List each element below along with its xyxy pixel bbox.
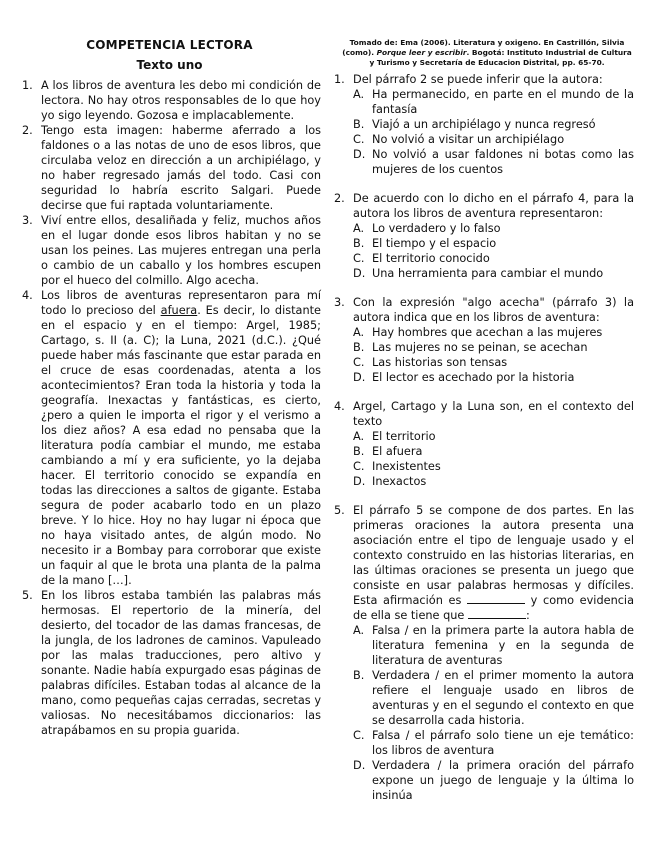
question-4	[334, 399, 634, 489]
question-stem: 5. El párrafo 5 se compone de dos partes. En las primeras oraciones la autora presenta una asociación entre el tipo de lenguaje usado y el contexto construido en las historias literarias, en las últimas oraciones se presenta un juego que consiste en usar palabras hermosas y difíciles. Esta afirmación es y como evidencia de ella se tiene que :	[334, 504, 634, 622]
text-subtitle: Texto uno	[136, 58, 203, 72]
answer-options	[334, 87, 634, 177]
option-a[interactable]: A. Falsa / en la primera parte la autora habla de literatura femenina y en la segunda de literatura de aventuras	[353, 624, 634, 667]
option-c[interactable]: C. Inexistentes	[353, 460, 441, 473]
option-a[interactable]: A. Hay hombres que acechan a las mujeres	[353, 326, 603, 339]
option-d[interactable]: D. No volvió a usar faldones ni botas como las mujeres de los cuentos	[353, 148, 634, 176]
option-b[interactable]: B. Las mujeres no se peinan, se acechan	[353, 341, 588, 354]
question-2	[334, 191, 634, 281]
paragraph-5: 5. En los libros estaba también las palabras más hermosas. El repertorio de la minería, del desierto, del tocador de las damas francesas, de la jungla, de los ladrones de caminos. Vapuleado por las malas traducciones, pero altivo y sonante. Nadie había expurgado esas páginas de palabras difíciles. Estaban todas al alcance de la mano, como pequeñas cajas cerradas, secretas y valiosas. No necesitábamos diccionarios: las atrapábamos en su propia guarida.	[22, 589, 321, 737]
question-stem: 4. Argel, Cartago y la Luna son, en el contexto del texto	[334, 400, 634, 428]
option-d[interactable]: D. Una herramienta para cambiar el mundo	[353, 267, 604, 280]
paragraph-4: 4. Los libros de aventuras representaron para mí todo lo precioso del afuera. Es decir, lo distante en el espacio y en el tiempo: Argel, 1985; Cartago, s. II (a. C); la Luna, 2021 (d.C.). ¿Qué puede haber más fascinante que estar parada en el cruce de esas coordenadas, atenta a los acontecimientos? Eran toda la historia y toda la geografía. Inexactas y fantásticas, es cierto, ¿pero a quien le importa el rigor y el verismo a los diez años? A esa edad no pensaba que la literatura podía cambiar el mundo, me estaba cambiando a mí y era suficiente, yo la dejaba hacer. El territorio conocido se expandía en todas las direcciones a saltos de gigante. Estaba segura de poder acabarlo todo en un plazo breve. Y lo hice. Hoy no hay lugar ni época que no haya visitado antes, de algún modo. No necesito ir a Bombay para corroborar que existe un faquir al que le brota una planta de la palma de la mano […].	[22, 289, 321, 587]
answer-options	[334, 623, 634, 803]
underlined-word: afuera	[160, 304, 198, 317]
option-b[interactable]: B. El afuera	[353, 445, 423, 458]
option-d[interactable]: D. Inexactos	[353, 475, 427, 488]
paragraph-text: A los libros de aventura les debo mi condición de lectora. No hay otros responsables de lo que hoy yo sigo leyendo. Gozosa e implacablemente.	[41, 79, 321, 122]
question-stem: 3. Con la expresión "algo acecha" (párrafo 3) la autora indica que en los libros de aventura:	[334, 296, 634, 324]
paragraph-1: 1. A los libros de aventura les debo mi condición de lectora. No hay otros responsables de lo que hoy yo sigo leyendo. Gozosa e implacablemente.	[22, 79, 321, 122]
option-a[interactable]: A. El territorio	[353, 430, 436, 443]
option-a[interactable]: A. Lo verdadero y lo falso	[353, 222, 501, 235]
paragraph-text-post: . Es decir, lo distante en el espacio y en el tiempo: Argel, 1985; Cartago, s. II (a. C); la Luna, 2021 (d.C.). ¿Qué puede haber más fascinante que estar parada en el cruce de esas coordenadas, atenta a los acontecimientos? Eran toda la historia y toda la geografía. Inexactas y fantásticas, es cierto, ¿pero a quien le importa el rigor y el verismo a los diez años? A esa edad no pensaba que la literatura podía cambiar el mundo, me estaba cambiando a mí y era suficiente, yo la dejaba hacer. El territorio conocido se expandía en todas las direcciones a saltos de gigante. Estaba segura de poder acabarlo todo en un plazo breve. Y lo hice. Hoy no hay lugar ni época que no haya visitado antes, de algún modo. No necesito ir a Bombay para corroborar que existe un faquir al que le brota una planta de la palma de la mano […].	[41, 304, 321, 587]
option-a[interactable]: A. Ha permanecido, en parte en el mundo de la fantasía	[353, 88, 634, 116]
paragraph-list	[18, 78, 321, 738]
answer-blank	[467, 593, 525, 604]
paragraph-3: 3. Viví entre ellos, desaliñada y feliz, muchos años en el lugar donde esos libros habitan y no se usan los peines. Las mujeres entregan una perla o cambio de un caballo y los hombres escupen por el hueco del colmillo. Algo acecha.	[22, 214, 321, 287]
option-c[interactable]: C. El territorio conocido	[353, 252, 490, 265]
paragraph-2: 2. Tengo esta imagen: haberme aferrado a los faldones o a las notas de uno de esos libros, que circulaba veloz en dirección a un archipiélago, y no haber regresado jamás del todo. Casi con seguridad lo habría escrito Salgari. Puede decirse que fui raptada voluntariamente.	[22, 124, 321, 212]
reading-text-column	[18, 38, 321, 738]
option-c[interactable]: C. Las historias son tensas	[353, 356, 508, 369]
source-citation: Tomado de: Ema (2006). Literatura y oxigeno. En Castrillón, Silvia (como). Porque leer y escribir. Bogotá: Instituto Industrial de Cultura y Turismo y Secretaría de Educacion Distrital, pp. 65-70.	[342, 38, 632, 67]
option-c[interactable]: C. Falsa / el párrafo solo tiene un eje temático: los libros de aventura	[353, 729, 634, 757]
question-stem: 2. De acuerdo con lo dicho en el párrafo 4, para la autora los libros de aventura representaron:	[334, 192, 634, 220]
answer-options	[334, 325, 634, 385]
questions-column	[334, 38, 634, 803]
page-title: COMPETENCIA LECTORA	[86, 38, 253, 52]
option-d[interactable]: D. Verdadera / la primera oración del párrafo expone un juego de lenguaje y la última lo insinúa	[353, 759, 634, 802]
answer-blank	[468, 608, 526, 619]
paragraph-text: Tengo esta imagen: haberme aferrado a los faldones o a las notas de uno de esos libros, que circulaba veloz en dirección a un archipiélago, y no haber regresado jamás del todo. Casi con seguridad lo habría escrito Salgari. Puede decirse que fui raptada voluntariamente.	[41, 124, 321, 212]
option-d[interactable]: D. El lector es acechado por la historia	[353, 371, 575, 384]
question-stem: 1. Del párrafo 2 se puede inferir que la autora:	[334, 73, 603, 86]
option-b[interactable]: B. Viajó a un archipiélago y nunca regresó	[353, 118, 596, 131]
answer-options	[334, 429, 634, 489]
answer-options	[334, 221, 634, 281]
option-b[interactable]: B. Verdadera / en el primer momento la autora refiere el lenguaje usado en libros de aventuras y en el segundo el contexto en que se desarrolla cada historia.	[353, 669, 634, 727]
question-3	[334, 295, 634, 385]
paragraph-text-pre: Los libros de aventuras representaron para mí todo lo precioso del	[41, 289, 321, 317]
question-1	[334, 72, 634, 177]
paragraph-text: Viví entre ellos, desaliñada y feliz, muchos años en el lugar donde esos libros habitan y no se usan los peines. Las mujeres entregan una perla o cambio de un caballo y los hombres escupen por el hueco del colmillo. Algo acecha.	[41, 214, 321, 287]
option-c[interactable]: C. No volvió a visitar un archipiélago	[353, 133, 565, 146]
paragraph-text: En los libros estaba también las palabras más hermosas. El repertorio de la minería, del desierto, del tocador de las damas francesas, de la jungla, de los ladrones de caminos. Vapuleado por las malas traducciones, pero altivo y sonante. Nadie había expurgado esas páginas de palabras difíciles. Estaban todas al alcance de la mano, como pequeñas cajas cerradas, secretas y valiosas. No necesitábamos diccionarios: las atrapábamos en su propia guarida.	[41, 589, 321, 737]
question-5	[334, 503, 634, 803]
option-b[interactable]: B. El tiempo y el espacio	[353, 237, 497, 250]
